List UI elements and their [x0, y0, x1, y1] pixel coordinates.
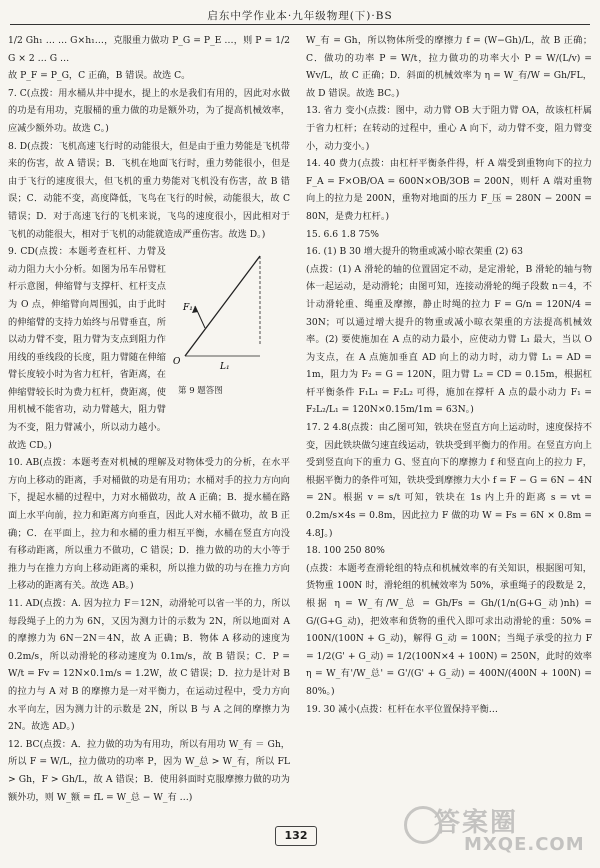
watermark-url: MXQE.COM	[464, 834, 585, 855]
answer-paragraph: 9. CD(点拨：本题考查杠杆、力臂及动力阻力大小分析。如图为吊车吊臂杠杆示意图，伸缩臂与支撑杆、杠杆支点为 O 点，伸缩臂向周围弧，由于此时的伸缩臂的支持力始终与吊臂垂直，所以动力臂不变，阻力臂为支点到阻力作用线的垂线段的长度，阻力臂随在伸缩臂长度较小时为省力杠杆，省距离，在伸缩臂较长时为费力杠杆，费距离，使用机械不能省功，动力臂越大，阻力臂为不变，阻力臂减小，所以动力越小。故选 CD。)	[8, 246, 166, 451]
left-column	[8, 32, 290, 806]
lever-arm-label: L₁	[220, 362, 230, 372]
answer-paragraph: 1/2 Gh₁ … … G×h₁…，克服重力做功 P_G = P_E …，则 P = 1/2 G × 2 … G …	[8, 35, 290, 64]
answer-paragraph: W_有 = Gh，所以物体所受的摩擦力 f = (W−Gh)/L，故 B 正确；C．做功的功率 P = W/t，拉力做功的功率大小 P = W/(L/v) = Wv/L，故 C 正确；D．斜面的机械效率为 η = W_有/W = Gh/FL，故 D 错误。故选 BC。)	[306, 35, 592, 99]
answer-paragraph: 14. 40 费力(点拨：由杠杆平衡条件得，杆 A 端受到重物向下的拉力 F_A = F×OB/OA = 600N×OB/3OB = 200N，则杆 A 端对重物向上的拉力是 200N，重物对地面的压力 F_压 = 280N − 200N = 80N，是费力杠杆。)	[306, 158, 592, 222]
force-label: F₁	[183, 303, 193, 313]
header-divider	[10, 24, 590, 25]
right-column	[306, 32, 592, 718]
answer-paragraph: 故 P_F = P_G，C 正确，B 错误。故选 C。	[8, 70, 191, 82]
answer-paragraph: 8. D(点拨：飞机高速飞行时的动能很大，但是由于重力势能是飞机带来的伤害，故 A 错误；B．飞机在地面飞行时，重力势能很小，但是由于飞行的速度很大，但飞机的重力势能对飞机没有伤害，故 B 错误；C．动能不变，高度降低，飞鸟在飞行的时候，动能很大，故 C 错误；D．对于高速飞行的飞机来说，飞鸟的速度很小，因此相对于飞机的动能很大，相对于飞机的动能就造成严重伤害。故选 D。)	[8, 140, 290, 240]
diagram-caption: 第 9 题答图	[178, 386, 223, 396]
crane-arm-line	[185, 256, 260, 356]
pivot-label: O	[173, 357, 181, 367]
lever-diagram	[165, 248, 290, 373]
answer-paragraph: (点拨：(1) A 滑轮的轴的位置固定不动，是定滑轮，B 滑轮的轴与物体一起运动，是动滑轮；由图可知，连接动滑轮的绳子段数 n＝4，不计动滑轮重、绳重及摩擦，静止时绳的拉力 F = G/n = 120N/4 = 30N；可以通过增大提升的物重或减小晾衣架重的方法提高机械效率。(2) 要使施加在 A 点的动力最小，应使动力臂 L₁ 最大，当以 O 为支点，在 A 点施加垂直 AD 向上的动力时，动力臂 L₁ = AD = 1m，阻力为 F₂ = G = 120N，阻力臂 L₂ = CD = 0.15m，根据杠杆平衡条件 F₁L₁ = F₂L₂ 可得，施加在撑杆 A 点的最小动力 F₁ = F₂L₂/L₁ = 120N×0.15m/1m = 63N。)	[306, 263, 592, 416]
answer-paragraph: 13. 省力 变小(点拨：图中，动力臂 OB 大于阻力臂 OA，故该杠杆属于省力杠杆；在转动的过程中，重心 A 向下，动力臂不变，阻力臂变小，动力变小。)	[306, 105, 592, 152]
answer-paragraph: 7. C(点拨：用水桶从井中提水，提上的水是我们有用的，因此对水做的功是有用功，克服桶的重力做的功是额外功，为了提高机械效率，应减少额外功。故选 C。)	[8, 87, 290, 134]
page-header	[0, 0, 600, 28]
answer-paragraph: 16. (1) B 30 增大提升的物重或减小晾衣架重 (2) 63	[306, 246, 523, 258]
answer-paragraph: 18. 100 250 80%	[306, 545, 385, 557]
answer-paragraph: 19. 30 减小(点拨：杠杆在水平位置保持平衡…	[306, 703, 498, 715]
answer-paragraph: 12. BC(点拨：A．拉力做的功为有用功，所以有用功 W_有 ＝ Gh，所以 F = W/L，拉力做功的功率 P，因为 W_总 > W_有，所以 FL > Gh，F > Gh/L，故 A 错误；B．使用斜面时克服摩擦力做的功为额外功，则 W_额 = fL = W_总 − W_有 …)	[8, 738, 290, 803]
watermark-text: 答案圈	[434, 808, 519, 838]
answer-paragraph: 10. AB(点拨：本题考查对机械的理解及对物体受力的分析，在水平方向上移动的距离，手对桶做的功是有用功；水桶对手的拉力方向向下，提起水桶的过程中，力对水桶做功，故 A 正确；B．提水桶在路面上水平向前，拉力和距离方向垂直，因此人对水桶不做功，故 B 正确；C．在平面上，拉力和水桶的重力相互平衡，水桶在竖直方向没有移动距离，所以重力不做功，C 错误；D．推力做的功的大小等于推力与在推力方向上移动距离的乘积，所以推力做的功与在推力方向上移动的距离有关。故选 AB。)	[8, 457, 290, 592]
answer-paragraph: 11. AD(点拨：A. 因为拉力 F＝12N，动滑轮可以省一半的力，所以每段绳子上的力为 6N，又因为测力计的示数为 2N，所以地面对 A 的摩擦力为 6N－2N＝4N，故 A 正确；B．物体 A 移动的速度为 0.2m/s，所以动滑轮的移动速度为 0.1m/s，故 B 错误；C．P = W/t = Fv = 12N×0.1m/s = 1.2W，故 C 错误；D．拉力是计对 B 的拉力与 A 对 B 的摩擦力是一对平衡力，在运动过程中，受力方向水平向左，因为测力计的示数是 2N，所以 B 与 A 之间的摩擦力为 2N。故选 AD。)	[8, 598, 290, 733]
page-number: 132	[275, 826, 317, 846]
answer-paragraph: (点拨：本题考查滑轮组的特点和机械效率的有关知识，根据图可知，货物重 100N 时，滑轮组的机械效率为 50%，承重绳子的段数是 2，根据 η = W_有/W_总 = Gh/Fs = Gh/(1/n(G+G_动)nh) = G/(G+G_动)，把效率和货物的重代入即可求出动滑轮的重：50% = 100N/(100N + G_动)，解得 G_动 = 100N；当绳子承受的拉力 F = 1/2(G' + G_动) = 1/2(100N×4 + 100N) = 250N，此时的效率 η = W_有'/W_总' = G'/(G' + G_动) = 400N/(400N + 100N) = 80%。)	[306, 562, 592, 697]
page-footer	[0, 808, 600, 868]
header-title: 启东中学作业本·九年级物理(下)·BS	[207, 10, 393, 22]
watermark-logo	[394, 802, 594, 862]
answer-paragraph: 15. 6.6 1.8 75%	[306, 228, 380, 240]
answer-paragraph: 17. 2 4.8(点拨：由乙图可知，铁块在竖直方向上运动时，速度保持不变，因此铁块做匀速直线运动，铁块受到平衡力的作用。在竖直方向上受到竖直向下的重力 G、竖直向下的摩擦力 f 和竖直向上的拉力 F，根据平衡力的条件可知，铁块受到摩擦力大小 f = F − G = 6N − 4N = 2N。根据 v = s/t 可知，铁块在 1s 内上升的距离 s = vt = 0.2m/s×4s = 0.8m，因此拉力 F 做的功 W = Fs = 6N × 0.8m = 4.8J。)	[306, 422, 592, 539]
